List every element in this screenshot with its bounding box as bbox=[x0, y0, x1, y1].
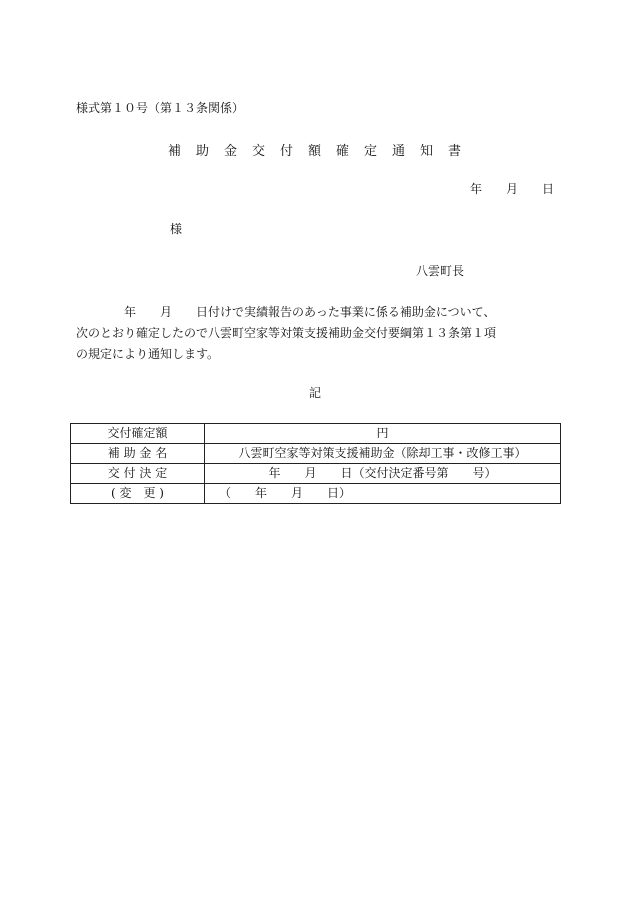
body-line-1: 年 月 日付けで実績報告のあった事業に係る補助金について、 bbox=[76, 305, 496, 319]
date-line: 年 月 日 bbox=[469, 182, 554, 196]
document-title: 補 助 金 交 付 額 確 定 通 知 書 bbox=[167, 144, 462, 159]
table-row bbox=[71, 464, 561, 484]
body-line-3: の規定により通知します。 bbox=[76, 347, 220, 361]
row-label-confirmed-amount: 交付確定額 bbox=[71, 424, 205, 444]
row-value-change: （ 年 月 日） bbox=[205, 484, 561, 504]
issuer-name: 八雲町長 bbox=[416, 264, 465, 278]
table-row bbox=[71, 444, 561, 464]
row-value-confirmed-amount: 円 bbox=[205, 424, 561, 444]
row-label-change: ( 変 更 ) bbox=[71, 484, 205, 504]
ki-heading: 記 bbox=[308, 386, 321, 400]
row-value-subsidy-name: 八雲町空家等対策支援補助金（除却工事・改修工事） bbox=[205, 444, 561, 464]
notice-body bbox=[76, 302, 566, 365]
detail-table bbox=[70, 423, 561, 504]
row-label-grant-decision: 交 付 決 定 bbox=[71, 464, 205, 484]
table-row bbox=[71, 484, 561, 504]
form-number: 様式第１０号（第１３条関係） bbox=[76, 101, 245, 115]
table-row bbox=[71, 424, 561, 444]
body-line-2: 次のとおり確定したので八雲町空家等対策支援補助金交付要綱第１３条第１項 bbox=[76, 326, 497, 340]
recipient-suffix: 様 bbox=[170, 222, 183, 236]
row-value-grant-decision: 年 月 日（交付決定番号第 号） bbox=[205, 464, 561, 484]
row-label-subsidy-name: 補 助 金 名 bbox=[71, 444, 205, 464]
